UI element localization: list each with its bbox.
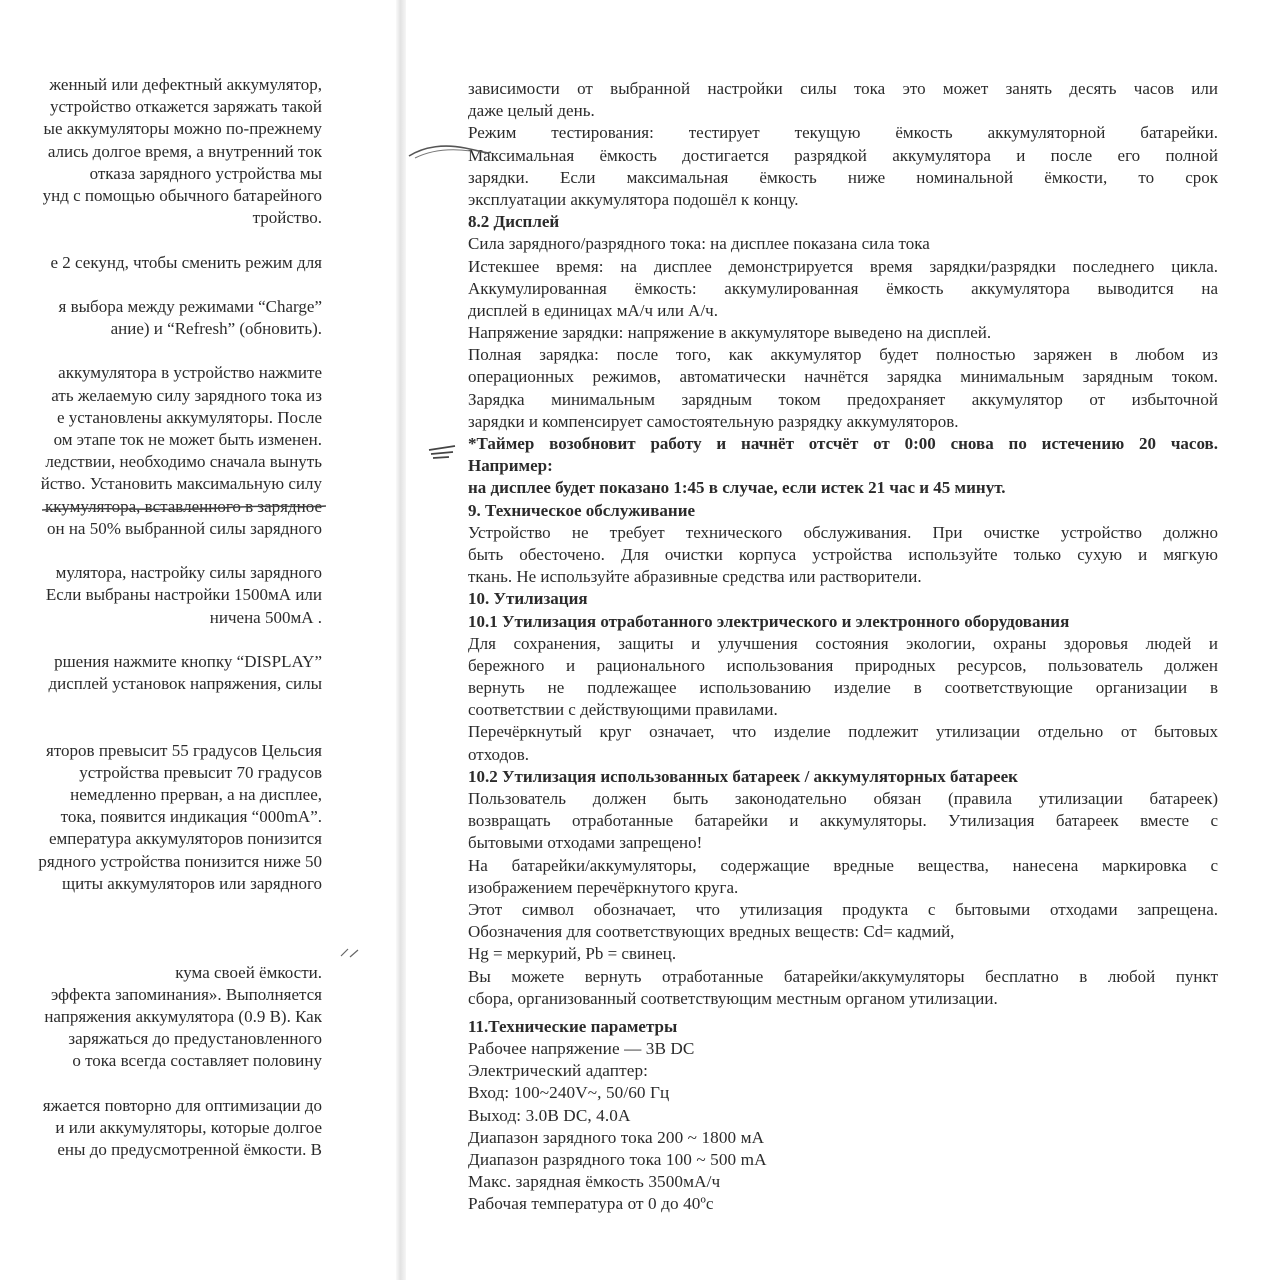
body-line: Полная зарядка: после того, как аккумулятор будет полностью заряжен в любом из <box>468 345 1218 365</box>
section-heading-9: 9. Техническое обслуживание <box>468 500 696 520</box>
spec-line: Рабочая температура от 0 до 40ºc <box>468 1194 714 1214</box>
body-line: Обозначения для соответствующих вредных веществ: Cd= кадмий, <box>468 922 955 942</box>
section-heading-10-2: 10.2 Утилизация использованных батареек / аккумуляторных батареек <box>468 766 1018 786</box>
left-line: ом этапе ток не может быть изменен. <box>53 430 322 449</box>
pen-tick-mark <box>338 944 362 962</box>
body-line: Устройство не требует технического обслуживания. При очистке устройство должно <box>468 522 1218 542</box>
left-line: е 2 секунд, чтобы сменить режим для <box>50 252 322 272</box>
left-line: ничена 500мА . <box>209 607 322 627</box>
left-line: ледствии, необходимо сначала вынуть <box>45 452 322 472</box>
left-line: дисплей установок напряжения, силы <box>48 674 322 694</box>
left-line: напряжения аккумулятора (0.9 В). Как <box>44 1006 322 1026</box>
body-line: сбора, организованный соответствующим местным органом утилизации. <box>468 988 998 1008</box>
left-line: ание) и “Refresh” (обновить). <box>110 319 322 339</box>
body-line: бережного и рационального использования природных ресурсов, пользователь должен <box>468 655 1218 675</box>
body-line: Для сохранения, защиты и улучшения состояния экологии, охраны здоровья людей и <box>468 633 1218 653</box>
left-line: кума своей ёмкости. <box>175 962 322 982</box>
body-line: даже целый день. <box>468 101 595 121</box>
left-page-column <box>0 74 322 1161</box>
left-line: устройство откажется заряжать такой <box>49 97 322 117</box>
left-line: ались долгое время, а внутренний ток <box>47 141 322 161</box>
body-line: Вы можете вернуть отработанные батарейки/аккумуляторы бесплатно в любой пункт <box>468 966 1218 986</box>
body-line: На батарейки/аккумуляторы, содержащие вредные вещества, нанесена маркировка с <box>468 855 1218 875</box>
left-line: немедленно прерван, а на дисплее, <box>70 785 322 804</box>
pen-dash-mark <box>425 442 461 464</box>
body-line: дисплей в единицах мА/ч или А/ч. <box>468 300 718 320</box>
body-line: зависимости от выбранной настройки силы тока это может занять десять часов или <box>468 79 1218 98</box>
body-line: Максимальная ёмкость достигается разрядкой аккумулятора и после его полной <box>468 145 1218 165</box>
spec-line: Электрический адаптер: <box>468 1061 649 1081</box>
left-line: яторов превысит 55 градусов Цельсия <box>46 740 322 760</box>
left-line: е установлены аккумуляторы. После <box>56 407 322 427</box>
left-line: заряжаться до предустановленного <box>68 1029 322 1049</box>
body-line: вернуть не подлежащее использованию изделие в соответствующие организации в <box>468 678 1218 698</box>
left-line: тройство. <box>252 208 322 228</box>
body-line: Этот символ обозначает, что утилизация продукта с бытовыми отходами запрещена. <box>468 899 1218 919</box>
left-line: рядного устройства понизится ниже 50 <box>38 851 322 871</box>
section-heading-8-2: 8.2 Дисплей <box>468 212 560 232</box>
spec-line: Выход: 3.0В DC, 4.0A <box>468 1105 631 1125</box>
body-line: Аккумулированная ёмкость: аккумулированная ёмкость аккумулятора выводится на <box>468 278 1218 298</box>
body-line: бытовыми отходами запрещено! <box>468 833 703 853</box>
body-line: Истекшее время: на дисплее демонстрируется время зарядки/разрядки последнего цикла. <box>468 256 1218 276</box>
left-line: щиты аккумуляторов или зарядного <box>62 873 322 893</box>
left-line: тока, появится индикация “000mA”. <box>60 807 322 827</box>
body-line: зарядки. Если максимальная ёмкость ниже номинальной ёмкости, то срок <box>468 167 1218 187</box>
left-line: ые аккумуляторы можно по-прежнему <box>43 119 322 139</box>
body-line: операционных режимов, автоматически начнётся зарядка минимальным зарядным током. <box>468 367 1218 387</box>
body-line: возвращать отработанные батарейки и аккумуляторы. Утилизация батареек вместе с <box>468 811 1218 831</box>
left-line: аккумулятора в устройство нажмите <box>58 363 322 383</box>
right-page-column <box>468 78 1218 1216</box>
left-line: я выбора между режимами “Charge” <box>58 296 322 316</box>
body-line: Зарядка минимальным зарядным током предохраняет аккумулятор от избыточной <box>468 389 1218 409</box>
spec-line: Рабочее напряжение — 3В DC <box>468 1039 695 1059</box>
left-line: эффекта запоминания». Выполняется <box>50 984 322 1004</box>
body-line: эксплуатации аккумулятора подошёл к концу. <box>468 189 799 209</box>
left-line: яжается повторно для оптимизации до <box>42 1095 322 1115</box>
body-line: ткань. Не используйте абразивные средства или растворители. <box>468 567 922 587</box>
section-heading-11: 11.Технические параметры <box>468 1016 678 1036</box>
left-line: ршения нажмите кнопку “DISPLAY” <box>54 651 322 671</box>
body-line: соответствии с действующими правилами. <box>468 700 778 720</box>
left-line: унд с помощью обычного батарейного <box>42 185 322 205</box>
left-line: мулятора, настройку силы зарядного <box>55 563 322 583</box>
section-heading-10-1: 10.1 Утилизация отработанного электрического и электронного оборудования <box>468 611 1070 631</box>
timer-note: *Таймер возобновит работу и начнёт отсчёт от 0:00 снова по истечению 20 часов. <box>468 434 1218 453</box>
body-line: зарядки и компенсирует самостоятельную разрядку аккумуляторов. <box>468 411 959 431</box>
left-line: емпература аккумуляторов понизится <box>48 829 322 849</box>
body-line: Сила зарядного/разрядного тока: на дисплее показана сила тока <box>468 234 930 254</box>
spec-line: Вход: 100~240V~, 50/60 Гц <box>468 1083 670 1103</box>
spec-line: Диапазон разрядного тока 100 ~ 500 mA <box>468 1150 767 1169</box>
left-line: йство. Установить максимальную силу <box>40 474 322 494</box>
body-line: Пользователь должен быть законодательно обязан (правила утилизации батареек) <box>468 789 1218 808</box>
timer-note: Например: <box>468 456 553 476</box>
left-line: о тока всегда составляет половину <box>72 1051 322 1071</box>
page-fold-shadow <box>396 0 406 1280</box>
left-line: устройства превысит 70 градусов <box>79 762 322 782</box>
left-line: отказа зарядного устройства мы <box>89 163 322 183</box>
body-line: Перечёркнутый круг означает, что изделие подлежит утилизации отдельно от бытовых <box>468 722 1218 742</box>
spec-line: Диапазон зарядного тока 200 ~ 1800 мА <box>468 1127 765 1147</box>
left-line: и или аккумуляторы, которые долгое <box>55 1117 322 1137</box>
left-line: Если выбраны настройки 1500мА или <box>45 585 322 605</box>
body-line: изображением перечёркнутого круга. <box>468 877 739 897</box>
body-line: отходов. <box>468 744 529 764</box>
body-line: Hg = меркурий, Pb = свинец. <box>468 944 677 964</box>
left-line: ать желаемую силу зарядного тока из <box>51 385 322 405</box>
body-line: Режим тестирования: тестирует текущую ёмкость аккумуляторной батарейки. <box>468 123 1218 143</box>
section-heading-10: 10. Утилизация <box>468 589 588 609</box>
left-line: женный или дефектный аккумулятор, <box>49 75 322 94</box>
left-line: он на 50% выбранной силы зарядного <box>46 518 322 538</box>
spec-line: Макс. зарядная ёмкость 3500мА/ч <box>468 1172 721 1192</box>
body-line: быть обесточено. Для очистки корпуса устройства используйте только сухую и мягкую <box>468 544 1218 564</box>
body-line: Напряжение зарядки: напряжение в аккумуляторе выведено на дисплей. <box>468 323 992 343</box>
left-line: ены до предусмотренной ёмкости. В <box>57 1140 322 1159</box>
left-line: ккумулятора, вставленного в зарядное <box>45 496 322 516</box>
timer-note: на дисплее будет показано 1:45 в случае, если истек 21 час и 45 минут. <box>468 478 1006 498</box>
